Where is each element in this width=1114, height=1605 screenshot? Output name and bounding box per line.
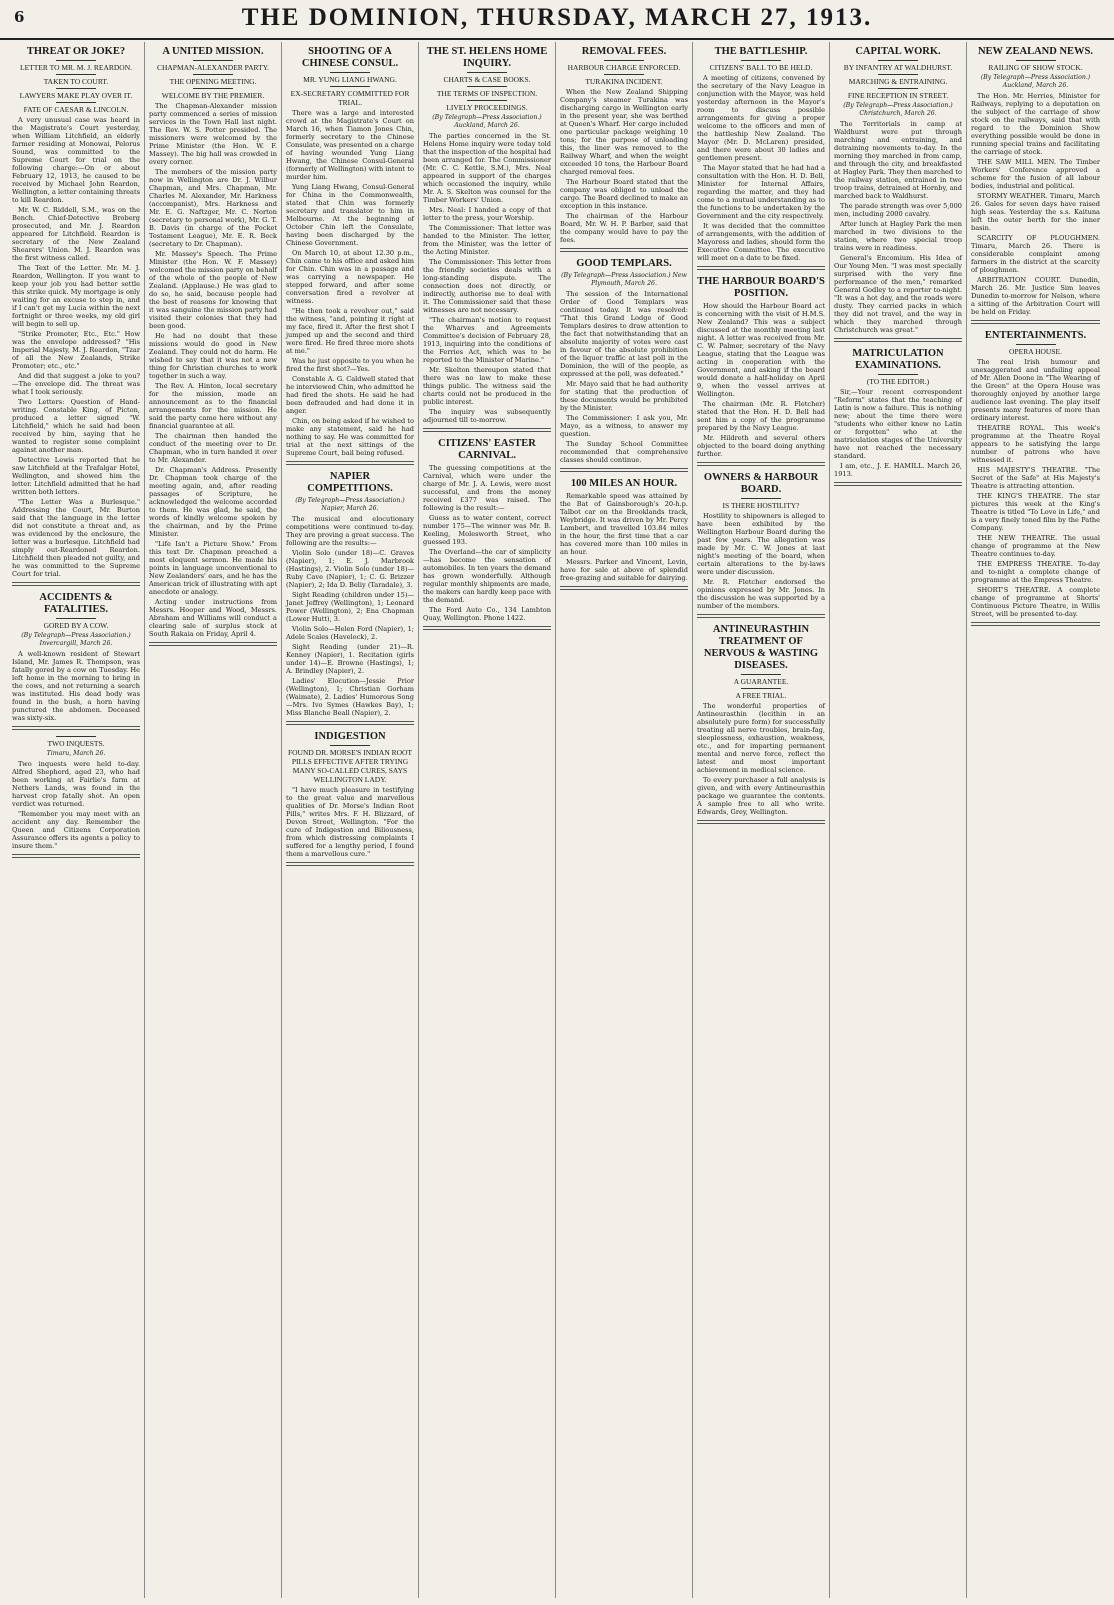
column-7: [830, 42, 967, 1598]
paragraph: THE SAW MILL MEN. The Timber Workers' Conference approved a scheme for the fusion of all labour bodies, industrial and political.: [971, 158, 1100, 190]
paragraph: Violin Solo—Helen Ford (Napier), 1; Adele Scales (Havelock), 2.: [286, 625, 414, 641]
paragraph: The Overland—the car of simplicity—has become the sensation of automobiles. In ten years the demand has grown wonderfully. Although regular monthly shipments are made, the makers can hardly keep pace with the demand.: [423, 548, 551, 604]
divider: [56, 102, 96, 103]
divider: [741, 688, 781, 689]
column-4: [419, 42, 556, 1598]
article: [286, 471, 414, 725]
article-subheading: MR. YUNG LIANG HWANG.: [303, 75, 397, 84]
article-subheading: A FREE TRIAL.: [735, 691, 787, 700]
article-headline: NEW ZEALAND NEWS.: [977, 46, 1094, 57]
article-subheading: BY INFANTRY AT WALDHURST.: [843, 63, 953, 72]
paragraph: Messrs. Parker and Vincent, Levin, have for sale at above of splendid free-grazing and suitable for dairying.: [560, 558, 688, 582]
article-body: [12, 116, 140, 578]
article: [149, 46, 277, 646]
paragraph: The wonderful properties of Antineurasthin (lecithin in an absolutely pure form) for successfully treating all nerve troubles, brain-fag, sleeplessness, exhaustion, weakness, etc., and for imparting permanent mental and nerve force, reflect the latest and most important achievement in medical science.: [697, 702, 825, 774]
article-subheading: LETTER TO MR. M. J. REARDON.: [19, 63, 133, 72]
paragraph: Sight Reading (children under 15)—Janet Jeffrey (Wellington), 1; Leonard Power (Wellington), 2; Ena Chapman (Lower Hutt), 3.: [286, 591, 414, 623]
article-subheading: THE TERMS OF INSPECTION.: [436, 89, 538, 98]
article-body: [286, 109, 414, 457]
paragraph: The Commissioner: That letter was handed to the Minister. The letter, from the Minister, was the letter of the Acting Minister.: [423, 224, 551, 256]
article-subheading: TAKEN TO COURT.: [43, 77, 109, 86]
article-separator: [12, 854, 140, 858]
article-headline: GOOD TEMPLARS.: [576, 258, 672, 269]
paragraph: The Ford Auto Co., 134 Lambton Quay, Wellington. Phone 1422.: [423, 606, 551, 622]
article-subheading: (TO THE EDITOR.): [866, 377, 930, 386]
article-headline: CAPITAL WORK.: [855, 46, 941, 57]
article-subheading: TURAKINA INCIDENT.: [585, 77, 663, 86]
divider: [741, 60, 781, 61]
article-separator: [560, 248, 688, 252]
article-subheading: CHAPMAN-ALEXANDER PARTY.: [156, 63, 270, 72]
paragraph: A well-known resident of Stewart Island, Mr. James R. Thompson, was fatally gored by a cow on Tuesday. He left home in the morning to bring in the cows, and not returning a search was instituted. His dead body was found in the bush, a horn having punctured the abdomen. Deceased was sixty-six.: [12, 650, 140, 722]
paragraph: SHORT'S THEATRE. A complete change of programme at Shorts' Continuous Picture Theatre, in Willis Street, will be presented to-day.: [971, 586, 1100, 618]
dateline: (By Telegraph—Press Association.) Auckland, March 26.: [432, 114, 542, 129]
article-headline: A UNITED MISSION.: [162, 46, 264, 57]
article-separator: [12, 582, 140, 586]
divider: [604, 74, 644, 75]
article-headline: CITIZENS' EASTER CARNIVAL.: [438, 438, 536, 461]
column-5: [556, 42, 693, 1598]
divider: [1016, 344, 1056, 345]
article-body: [12, 650, 140, 722]
paragraph: Mr. R. Fletcher endorsed the opinions expressed by Mr. Jones. In the discussion he was supported by a number of the members.: [697, 578, 825, 610]
article-headline: ENTERTAINMENTS.: [984, 330, 1087, 341]
paragraph: Constable A. G. Caldwell stated that he interviewed Chin, who admitted he had fired the shots. He said he had been defrauded and had done it in anger.: [286, 375, 414, 415]
paragraph: STORMY WEATHER. Timaru, March 26. Gales for seven days have raised high seas. Yesterday the s.s. Kaituna left the outer berth for the inner basin.: [971, 192, 1100, 232]
paragraph: The chairman then handed the conduct of the meeting over to Dr. Chapman, who in turn handed it over to Mr. Alexander.: [149, 432, 277, 464]
paragraph: The members of the mission party now in Wellington are Dr. J. Wilbur Chapman, and Mrs. Chapman, Mr. Charles M. Alexander, Mr. Harkness (accompanist), Mrs. Harkness and Mr. E. G. Naftzger, Mr. C. Norton (secretary to personal work), Mr. G. T. B. Davis (in charge of the Pocket Testament League), Mr. E. R. Beck (secretary to Dr. Chapman).: [149, 168, 277, 248]
dateline: (By Telegraph—Press Association.) Auckland, March 26.: [980, 74, 1091, 89]
paragraph: The musical and elocutionary competitions were continued to-day. They are proving a great success. The following are the results:—: [286, 515, 414, 547]
article: [971, 46, 1100, 324]
paragraph: "I have much pleasure in testifying to the great value and marvellous qualities of Dr. Morse's Indian Root Pills," writes Mrs. F. H. Blizzard, of Devon Street, Wellington. "For the cure of Indigestion and Biliousness, from which distressing complaints I suffered for a lengthy period, I found them a marvellous cure.": [286, 786, 414, 858]
article-subheading: EX-SECRETARY COMMITTED FOR TRIAL.: [290, 89, 410, 107]
paragraph: The Rev. A. Hinton, local secretary for the mission, made an announcement as to the financial arrangements for the mission. He said the party came here without any financial guarantee at all.: [149, 382, 277, 430]
column-3: [282, 42, 419, 1598]
article: [697, 276, 825, 466]
article-separator: [697, 820, 825, 824]
divider: [1016, 60, 1056, 61]
paragraph: THE KING'S THEATRE. The star pictures this week at the King's Theatre is titled "To Love in Life," and is a very finely toned film by the Pathe Company.: [971, 492, 1100, 532]
column-2: [145, 42, 282, 1598]
paragraph: THE NEW THEATRE. The usual change of programme at the New Theatre continues to-day.: [971, 534, 1100, 558]
paragraph: Violin Solo (under 18)—C. Graves (Napier), 1; E. J. Marbrook (Hastings), 2. Violin Solo (under 18)—Ruby Cave (Napier), 1; C. G. Brizzer (Napier), 2; Ida D. Beliy (Taradale), 3.: [286, 549, 414, 589]
paragraph: General's Encomium. His Idea of Our Young Men. "I was most specially surprised with the very fine performance of the men," remarked General Godley to a reporter to-night. "It was a hot day, and the roads were dusty. They carried packs in which they did not travel, and the way in which they marched through Christchurch was great.": [834, 254, 962, 334]
article-headline: SHOOTING OF A CHINESE CONSUL.: [301, 46, 399, 69]
paragraph: The parties concerned in the St. Helens Home inquiry were today told that the inspection of the hospital had been arranged for. The Commissioner (Mr. C. C. Kettle, S.M.), Mrs. Neal appeared in support of the charges which occasioned the inquiry, while Mr. A. S. Skelton was counsel for the Timber Workers' Union.: [423, 132, 551, 204]
paragraph: The Commissioner: I ask you, Mr. Mayo, as a witness, to answer my question.: [560, 414, 688, 438]
paragraph: The chairman (Mr. R. Fletcher) stated that the Hon. H. D. Bell had sent him a copy of the programme prepared by the Navy League.: [697, 400, 825, 432]
paragraph: "The chairman's motion to request the Wharves and Agreements Committee's decision of February 28, 1913, inquiring into the conditions of the Ferries Act, which was to be reported to the Minister of Marine.": [423, 316, 551, 364]
paragraph: "The Letter Was a Burlesque." Addressing the Court, Mr. Burton said that the language in the letter did not constitute a threat and, as was evidenced by the enclosure, the letter was a burlesque. Litchfield had simply out-Reardoned Reardon. Litchfield then pleaded not guilty, and he was committed to the Supreme Court for trial.: [12, 498, 140, 578]
paragraph: Sir,—Your recent correspondent "Reform" states that the teaching of Latin is now a failure. This is nothing new; about the time there were "students who either knew no Latin or forgotten" who at the matriculation stages of the University have not reached the necessary standard.: [834, 388, 962, 460]
column-8: [967, 42, 1104, 1598]
article-headline: THE ST. HELENS HOME INQUIRY.: [426, 46, 548, 69]
divider: [741, 498, 781, 499]
paragraph: Mr. Skelton thereupon stated that there was no law to make these things public. The witness said the charts could not be produced in the public interest.: [423, 366, 551, 406]
article-headline: ACCIDENTS & FATALITIES.: [39, 592, 113, 615]
article-subheading: TWO INQUESTS.: [47, 739, 105, 748]
paragraph: The Territorials in camp at Waldhurst were put through marching and entraining, and detraining movements to-day. In the morning they marched in from camp, and through the city, and breakfasted at Hagley Park. They then marched to the railway station, entrained in two troop trains, detrained at Hornby, and marched back to Waldhurst.: [834, 120, 962, 200]
article: [697, 624, 825, 824]
article: [560, 258, 688, 472]
paragraph: Two Letters: Question of Hand-writing. Constable King, of Picton, produced a letter signed "W. Litchfield," which he said had been received by him, saying that he wanted to register some complaint against another man.: [12, 398, 140, 454]
article: [12, 46, 140, 586]
article-body: [149, 102, 277, 638]
masthead: [0, 0, 1114, 40]
paragraph: The Harbour Board stated that the company was obliged to unload the cargo. The Board declined to make an exception in this instance.: [560, 178, 688, 210]
paragraph: Mr. Hildreth and several others objected to the board doing anything further.: [697, 434, 825, 458]
article-subheading: GORED BY A COW.: [43, 621, 109, 630]
paragraph: Two inquests were held to-day. Alfred Shepherd, aged 23, who had been working at Fairlie's farm at Nethers Lands, was found in the harvest crop fatally shot. An open verdict was returned.: [12, 760, 140, 808]
article: [12, 592, 140, 730]
article-separator: [423, 428, 551, 432]
divider: [467, 86, 507, 87]
article-subheading: FATE OF CAESAR & LINCOLN.: [23, 105, 129, 114]
article-separator: [697, 462, 825, 466]
article-body: [560, 492, 688, 582]
article-headline: THREAT OR JOKE?: [26, 46, 126, 57]
paragraph: The Hon. Mr. Herries, Minister for Railways, replying to a deputation on the subject of the carriage of show stock on the railways, said that with regard to the Dominion Show everything possible would be done in running special trains and facilitating the carriage of stock.: [971, 92, 1100, 156]
article-subheading: WELCOME BY THE PREMIER.: [161, 91, 265, 100]
paragraph: Mrs. Neal: I handed a copy of that letter to the press, your Worship.: [423, 206, 551, 222]
paragraph: Mr. Mayo said that he had authority for stating that the production of these documents would be prohibited by the Minister.: [560, 380, 688, 412]
article-separator: [560, 586, 688, 590]
article: [834, 348, 962, 486]
paragraph: "Life Isn't a Picture Show." From this text Dr. Chapman preached a most eloquent sermon. He made his points in language unconventional to New Zealanders' ears, and he has the American trick of illustrating with apt anecdote or analogy.: [149, 540, 277, 596]
divider: [467, 72, 507, 73]
article: [286, 731, 414, 866]
article-subheading: A GUARANTEE.: [733, 677, 789, 686]
article-separator: [834, 482, 962, 486]
paragraph: The Sunday School Committee recommended that comprehensive classes should continue.: [560, 440, 688, 464]
paragraph: A very unusual case was heard in the Magistrate's Court yesterday, when William Litchfield, an elderly farmer residing at Monowai, Pelorus Sound, was committed to the Supreme Court for trial on the following charge:—On or about February 12, 1913, he caused to be received by Michael John Reardon, Wellington, a letter containing threats to kill Reardon.: [12, 116, 140, 204]
paragraph: Mr. W. C. Riddell, S.M., was on the Bench. Chief-Detective Broberg prosecuted, and Mr. J. Reardon appeared for Litchfield. Reardon is secretary of the New Zealand Shearers' Union. M. J. Reardon was the first witness called.: [12, 206, 140, 262]
article-separator: [971, 622, 1100, 626]
article-headline: OWNERS & HARBOUR BOARD.: [703, 472, 819, 495]
newspaper-title: THE DOMINION, THURSDAY, MARCH 27, 1913.: [241, 4, 873, 31]
divider: [878, 374, 918, 375]
article-subheading: LIVELY PROCEEDINGS.: [446, 103, 528, 112]
paragraph: Ladies' Elocution—Jessie Prior (Wellington), 1; Christian Gorham (Waimate), 2. Ladies' Humorous Song—Mrs. Ivo Symes (Hawkes Bay), 1; Miss Blanche Beall (Napier), 2.: [286, 677, 414, 717]
article-subheading: RAILING OF SHOW STOCK.: [988, 63, 1083, 72]
paragraph: And did that suggest a joke to you?—The envelope did. The threat was what I took seriously.: [12, 372, 140, 396]
dateline: (By Telegraph—Press Association.) Invercargill, March 26.: [21, 632, 131, 647]
divider: [330, 745, 370, 746]
divider: [56, 736, 96, 737]
article-headline: THE HARBOUR BOARD'S POSITION.: [697, 276, 825, 299]
paragraph: HIS MAJESTY'S THEATRE. "The Secret of the Safe" at His Majesty's Theatre is attracting attention.: [971, 466, 1100, 490]
paragraph: On March 10, at about 12.30 p.m., Chin came to his office and asked him for Chin. Chin was in a passage and was carrying a newspaper. He stepped forward, and after some conversation fired a revolver at witness.: [286, 249, 414, 305]
article-separator: [560, 468, 688, 472]
paragraph: It was decided that the committee of arrangements, with the addition of Mayoress and ladies, should form the Executive Committee. The executive will meet on a date to be fixed.: [697, 222, 825, 262]
article-body: [971, 358, 1100, 618]
divider: [878, 60, 918, 61]
paragraph: The Commissioner: This letter from the friendly societies deals with a long-standing dispute. The connection does not directly, or indirectly, authorise me to deal with it. The Commissioner said that these witnesses are not necessary.: [423, 258, 551, 314]
divider: [193, 88, 233, 89]
article-separator: [149, 642, 277, 646]
article-headline: 100 MILES AN HOUR.: [570, 478, 678, 489]
paragraph: "He then took a revolver out," said the witness, "and, pointing it right at my face, fired it. After the first shot I jumped up and the second and third were fired. He fired three more shots at me.": [286, 307, 414, 355]
article-headline: NAPIER COMPETITIONS.: [307, 471, 393, 494]
article: [697, 46, 825, 270]
article-separator: [286, 862, 414, 866]
article-subheading: CHARTS & CASE BOOKS.: [443, 75, 531, 84]
dateline: (By Telegraph—Press Association.) Napier, March 26.: [295, 497, 405, 512]
article-subheading: LAWYERS MAKE PLAY OVER IT.: [19, 91, 133, 100]
paragraph: A meeting of citizens, convened by the secretary of the Navy League in conjunction with the Mayor, was held yesterday afternoon in the Mayor's room to discuss possible arrangements for giving a proper welcome to the officers and men of the battleship New Zealand. The Mayor (Mr. D. McLaren) presided, and there were about 30 ladies and gentlemen present.: [697, 74, 825, 162]
article: [560, 46, 688, 252]
column-1: [8, 42, 145, 1598]
paragraph: When the New Zealand Shipping Company's steamer Turakina was discharging cargo in Wellington early in the present year, she was berthed at Queen's Wharf. Her cargo included one particular package weighing 10 tons; for the purpose of unloading this, the liner was removed to the Railway Wharf, and when the weight exceeded 10 tons, the Harbour Board charged removal fees.: [560, 88, 688, 176]
article: [834, 46, 962, 342]
article-body: [834, 388, 962, 478]
dateline: (By Telegraph—Press Association.) New Plymouth, March 26.: [561, 272, 687, 287]
paragraph: Yung Liang Hwang, Consul-General for China in the Commonwealth, stated that Chin was formerly secretary and translator to him in Melbourne. At the beginning of October Chin left the Consulate, having been discharged by the Chinese Government.: [286, 183, 414, 247]
article-separator: [286, 461, 414, 465]
divider: [604, 60, 644, 61]
article-subheading: IS THERE HOSTILITY?: [722, 501, 800, 510]
paragraph: I am, etc., J. E. HAMILL. March 26, 1913.: [834, 462, 962, 478]
paragraph: The guessing competitions at the Carnival, which were under the charge of Mr. J. A. Lewis, were most successful, and from the money received £377 was raised. The following is the result:—: [423, 464, 551, 512]
paragraph: "Strike Promoter, Etc., Etc." How was the envelope addressed? "His Imperial Majesty, M. J. Reardon, "Tzar of all the New Zealands, Strike Promoter; etc., etc.": [12, 330, 140, 370]
article: [560, 478, 688, 590]
paragraph: To every purchaser a full analysis is given, and with every Antineurasthin package we guarantee the contents. A sample free to all who write. Edwards, Grey, Wellington.: [697, 776, 825, 816]
article: [971, 330, 1100, 626]
paragraph: The Chapman-Alexander mission party commenced a series of mission services in the Town Hall last night. The Rev. W. S. Potter presided. The missioners were welcomed by the Prime Minister (the Hon. W. F. Massey). The big hall was crowded in every corner.: [149, 102, 277, 166]
paragraph: The chairman of the Harbour Board, Mr. W. H. P. Barber, said that the company would have to pay the fees.: [560, 212, 688, 244]
paragraph: The Mayor stated that he had had a consultation with the Hon. H. D. Bell, Minister for Internal Affairs, regarding the matter, and they had come to a mutual understanding as to the functions to be undertaken by the Government and the city respectively.: [697, 164, 825, 220]
article: [697, 472, 825, 618]
article-body: [697, 74, 825, 262]
article-body: [286, 786, 414, 858]
paragraph: After lunch at Hagley Park the men marched in two divisions to the station, where two special troop trains were in readiness.: [834, 220, 962, 252]
paragraph: Hostility to shipowners is alleged to have been exhibited by the Wellington Harbour Board during the past few years. The allegation was made by Mr. C. W. Jones at last night's meeting of the board, when certain alterations to the by-laws were under discussion.: [697, 512, 825, 576]
divider: [56, 618, 96, 619]
article-separator: [697, 614, 825, 618]
divider: [56, 74, 96, 75]
article: [423, 46, 551, 432]
paragraph: Detective Lewis reported that he saw Litchfield at the Trafalgar Hotel, Wellington, and showed him the letter. Litchfield admitted that he had written both letters.: [12, 456, 140, 496]
article-body: [697, 702, 825, 816]
article-headline: ANTINEURASTHIN TREATMENT OF NERVOUS & WASTING DISEASES.: [703, 624, 819, 671]
article-headline: REMOVAL FEES.: [581, 46, 667, 57]
article-body: [834, 120, 962, 334]
article-body: [286, 515, 414, 717]
article-separator: [12, 726, 140, 730]
paragraph: He had no doubt that these missions would do good in New Zealand. They could not do harm. He wished to say that it was not a new thing for Christian churches to work together in such a way.: [149, 332, 277, 380]
newspaper-columns: [8, 42, 1106, 1598]
article-body: [971, 92, 1100, 316]
article: [12, 736, 140, 858]
article-subheading: OPERA HOUSE.: [1009, 347, 1062, 356]
article-separator: [971, 320, 1100, 324]
paragraph: Guess as to water content, correct number 175—The winner was Mr. B. Keeling, Molesworth Street, who guessed 193.: [423, 514, 551, 546]
article-body: [423, 464, 551, 622]
divider: [878, 74, 918, 75]
article-separator: [423, 626, 551, 630]
paragraph: Chin, on being asked if he wished to make any statement, said he had nothing to say. He was committed for trial at the next sittings of the Supreme Court, bail being refused.: [286, 417, 414, 457]
divider: [56, 60, 96, 61]
article-body: [423, 132, 551, 424]
paragraph: Mr. Massey's Speech. The Prime Minister (the Hon. W. F. Massey) welcomed the mission party on behalf of the whole of the people of New Zealand. (Applause.) He was glad to do so, he said, because people had the best of reasons for knowing that it was sanguine the mission party had visited their colonies that they had been good.: [149, 250, 277, 330]
dateline: Timaru, March 26.: [46, 750, 106, 757]
article-separator: [834, 338, 962, 342]
paragraph: "Remember you may meet with an accident any day. Remember the Queen and Citizens Corporation Assurance offers its agents a policy to insure them.": [12, 810, 140, 850]
paragraph: THEATRE ROYAL. This week's programme at the Theatre Royal appears to be satisfying the large number of patrons who have witnessed it.: [971, 424, 1100, 464]
article-separator: [697, 266, 825, 270]
article-headline: THE BATTLESHIP.: [714, 46, 808, 57]
article-subheading: CITIZENS' BALL TO BE HELD.: [709, 63, 813, 72]
divider: [741, 674, 781, 675]
paragraph: There was a large and interested crowd at the Magistrate's Court on March 16, when Tiamon Jones Chin, formerly secretary to the Chinese Consulate, was presented on a charge of having wounded Yung Liang Hwang, the Chinese Consul-General (formerly of Wellington) with intent to murder him.: [286, 109, 414, 181]
divider: [193, 60, 233, 61]
article-subheading: FOUND DR. MORSE'S INDIAN ROOT PILLS EFFECTIVE AFTER TRYING MANY SO-CALLED CURES, SAYS WELLINGTON LADY.: [287, 748, 413, 784]
divider: [193, 74, 233, 75]
paragraph: Remarkable speed was attained by the Bat of Gainsborough's 20-h.p. Talbot car on the Brooklands track, Weybridge. It was driven by Mr. Percy Lambert, and travelled 103.84 miles in the hour, the first time that a car has covered more than 100 miles in an hour.: [560, 492, 688, 556]
divider: [330, 86, 370, 87]
paragraph: Acting under instructions from Messrs. Hooper and Wood, Messrs. Abraham and Williams will conduct a clearing sale of surplus stock at South Rakaia on Friday, April 4.: [149, 598, 277, 638]
article-subheading: MARCHING & ENTRAINING.: [848, 77, 948, 86]
paragraph: SCARCITY OF PLOUGHMEN. Timaru, March 26. There is considerable complaint among farmers in the district at the scarcity of ploughmen.: [971, 234, 1100, 274]
divider: [56, 88, 96, 89]
page-number: 6: [14, 8, 25, 26]
article-body: [560, 88, 688, 244]
article-body: [560, 290, 688, 464]
article-subheading: THE OPENING MEETING.: [169, 77, 257, 86]
paragraph: The real Irish humour and unexaggerated and unfailing appeal of Mr. Allen Doone in "The Wearing of the Green" at the Opera House was thoroughly enjoyed by another large audience last evening. The play itself presents many features of more than ordinary interest.: [971, 358, 1100, 422]
paragraph: The parade strength was over 5,000 men, including 2000 cavalry.: [834, 202, 962, 218]
article-separator: [286, 721, 414, 725]
divider: [330, 72, 370, 73]
paragraph: Dr. Chapman's Address. Presently Dr. Chapman took charge of the meeting again, and, after reading passages of Scripture, he acknowledged the welcome accorded to them. He was glad, he said, the words of kindly welcome spoken by the chairman, and by the Prime Minister.: [149, 466, 277, 538]
paragraph: Was he just opposite to you when he fired the first shot?—Yes.: [286, 357, 414, 373]
column-6: [693, 42, 830, 1598]
article: [286, 46, 414, 465]
divider: [467, 100, 507, 101]
article-headline: MATRICULATION EXAMINATIONS.: [852, 348, 944, 371]
article-subheading: HARBOUR CHARGE ENFORCED.: [567, 63, 681, 72]
paragraph: The Text of the Letter. Mr. M. J. Reardon, Wellington. If you want to keep your job you had better settle this strike quick. My mortgage is only waiting for an excuse to step in, and if I can't get my Lucia within the next fortnight or three weeks, my old girl will begin to sell up.: [12, 264, 140, 328]
paragraph: THE EMPRESS THEATRE. To-day and to-night a complete change of programme at the Empress Theatre.: [971, 560, 1100, 584]
article-subheading: FINE RECEPTION IN STREET.: [847, 91, 949, 100]
article-body: [12, 760, 140, 850]
article: [423, 438, 551, 630]
divider: [878, 88, 918, 89]
paragraph: ARBITRATION COURT. Dunedin, March 26. Mr. Justice Sim leaves Dunedin to-morrow for Nelson, where a sitting of the Arbitration Court will be held on Friday.: [971, 276, 1100, 316]
article-headline: INDIGESTION: [314, 731, 386, 742]
paragraph: How should the Harbour Board act is concerning with the visit of H.M.S. New Zealand? This was a subject discussed at the monthly meeting last night. A letter was received from Mr. C. W. Palmer, secretary of the Navy League, stating that the League was acting in cooperation with the Government, and asking if the board would donate a half-holiday on April 9, when the vessel arrives at Wellington.: [697, 302, 825, 398]
article-body: [697, 512, 825, 610]
paragraph: The session of the International Order of Good Templars was continued today. It was resolved: "That this Grand Lodge of Good Templars desires to draw attention to the fact that notwithstanding that an absolute majority of votes were cast in favour of the absolute prohibition of the liquor traffic at last poll in the Dominion, the will of the people, as expressed at the poll, was defeated.": [560, 290, 688, 378]
article-body: [697, 302, 825, 458]
dateline: (By Telegraph—Press Association.) Christchurch, March 26.: [843, 102, 953, 117]
paragraph: Sight Reading (under 21)—R. Kenney (Napier), 1. Recitation (girls under 14)—E. Browne (Hastings), 1; A. Brindley (Napier), 2.: [286, 643, 414, 675]
paragraph: The inquiry was subsequently adjourned till to-morrow.: [423, 408, 551, 424]
